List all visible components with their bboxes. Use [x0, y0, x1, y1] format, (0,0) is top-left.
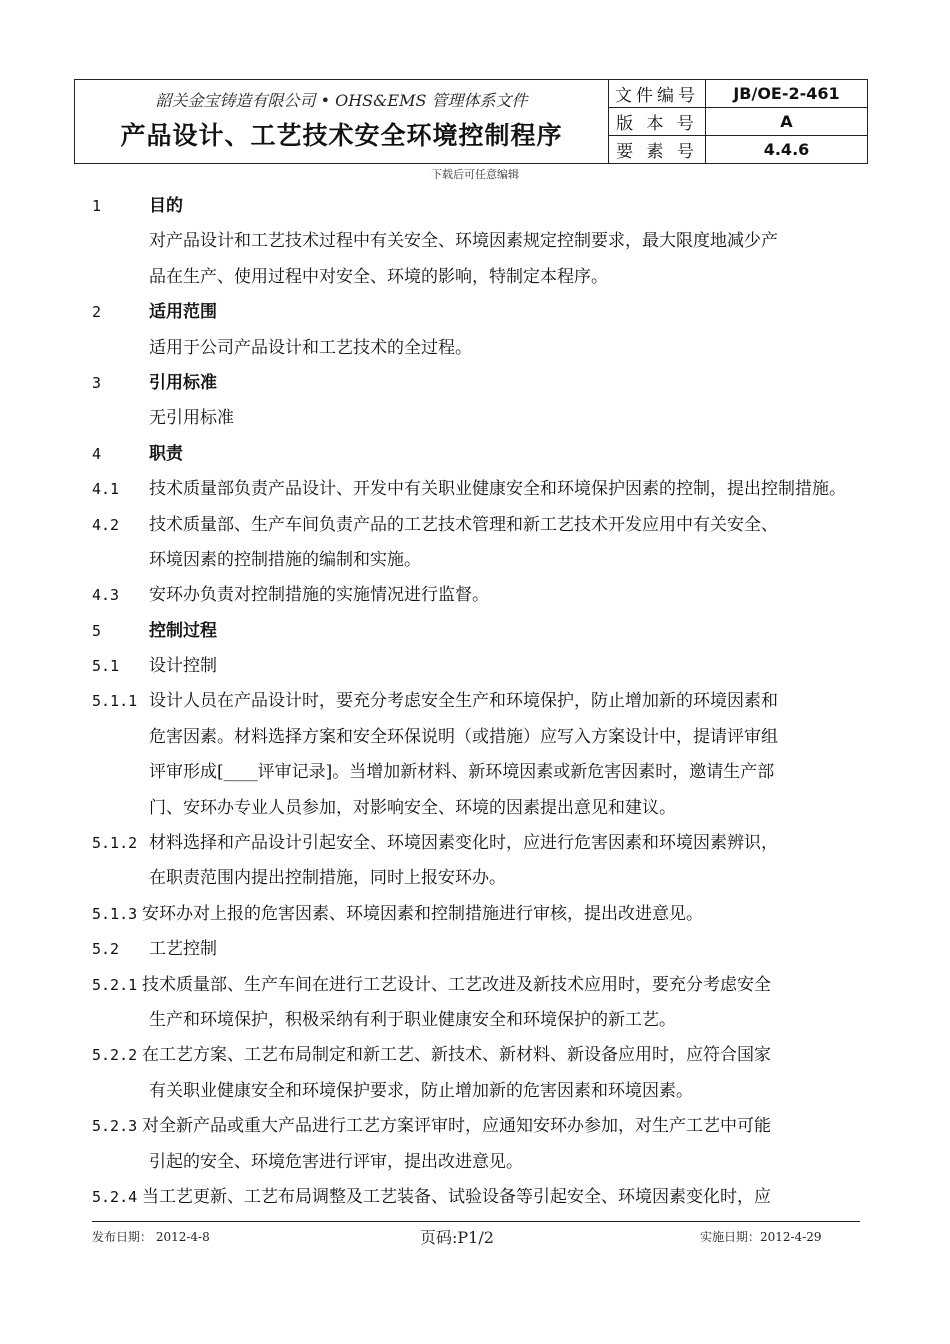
paragraph-line — [92, 932, 862, 967]
clause-text: 引起的安全、环境危害进行评审，提出改进意见。 — [149, 1151, 523, 1172]
clause-text: 技术质量部、生产车间负责产品的工艺技术管理和新工艺技术开发应用中有关安全、 — [149, 514, 778, 535]
paragraph-line — [92, 543, 862, 578]
clause-text: 在工艺方案、工艺布局制定和新工艺、新技术、新材料、新设备应用时，应符合国家 — [142, 1045, 771, 1066]
clause-number: 4.3 — [92, 586, 120, 605]
document-title: 产品设计、工艺技术安全环境控制程序 — [120, 121, 563, 150]
clause-text: 目的 — [149, 196, 183, 216]
clause-text: 有关职业健康安全和环境保护要求，防止增加新的危害因素和环境因素。 — [149, 1080, 693, 1101]
clause-text: 安环办负责对控制措施的实施情况进行监督。 — [149, 585, 489, 606]
document-header — [74, 79, 868, 164]
paragraph-line — [92, 224, 862, 259]
paragraph-line — [92, 826, 862, 861]
company-line: 韶关金宝铸造有限公司 • OHS&EMS 管理体系文件 — [155, 91, 528, 110]
clause-text: 对产品设计和工艺技术过程中有关安全、环境因素规定控制要求，最大限度地减少产 — [149, 231, 778, 252]
paragraph-line — [92, 401, 862, 436]
section-heading — [92, 189, 862, 224]
paragraph-line — [92, 684, 862, 719]
header-value: 4.4.6 — [763, 140, 810, 159]
edit-note: 下载后可任意编辑 — [431, 168, 519, 181]
clause-number: 5.1 — [92, 657, 120, 676]
issue-date: 发布日期： 2012-4-8 — [92, 1230, 210, 1244]
clause-text: 适用于公司产品设计和工艺技术的全过程。 — [149, 337, 472, 358]
clause-number: 4.2 — [92, 515, 120, 534]
paragraph-line — [92, 1180, 862, 1215]
clause-number: 5.2.1 — [92, 975, 138, 994]
header-row-version — [609, 108, 867, 136]
clause-text: 适用范围 — [149, 302, 217, 323]
section-heading — [92, 437, 862, 472]
clause-text: 门、安环办专业人员参加，对影响安全、环境的因素提出意见和建议。 — [149, 797, 676, 818]
paragraph-line — [92, 508, 862, 543]
clause-number: 5.1.2 — [92, 834, 138, 853]
clause-number: 1 — [92, 197, 102, 215]
paragraph-line — [92, 578, 862, 613]
effective-date: 实施日期：2012-4-29 — [700, 1230, 822, 1244]
clause-number: 4 — [92, 444, 102, 463]
section-heading — [92, 614, 862, 649]
header-info-table — [609, 80, 867, 163]
document-body — [92, 189, 862, 1215]
clause-text: 在职责范围内提出控制措施，同时上报安环办。 — [149, 868, 506, 889]
clause-text: 设计人员在产品设计时，要充分考虑安全生产和环境保护，防止增加新的环境因素和 — [149, 691, 778, 712]
page-number: 页码:P1/2 — [420, 1228, 494, 1247]
clause-text: 技术质量部、生产车间在进行工艺设计、工艺改进及新技术应用时，要充分考虑安全 — [142, 974, 771, 995]
paragraph-line — [92, 861, 862, 896]
clause-number: 5.1.1 — [92, 692, 138, 711]
clause-text: 对全新产品或重大产品进行工艺方案评审时，应通知安环办参加，对生产工艺中可能 — [142, 1116, 771, 1137]
header-value: JB/OE-2-461 — [733, 84, 840, 103]
clause-number: 3 — [92, 373, 102, 392]
clause-text: 品在生产、使用过程中对安全、环境的影响，特制定本程序。 — [149, 266, 608, 287]
paragraph-line — [92, 331, 862, 366]
clause-text: 评审形成[____评审记录]。当增加新材料、新环境因素或新危害因素时，邀请生产部 — [149, 762, 775, 783]
clause-text: 安环办对上报的危害因素、环境因素和控制措施进行审核，提出改进意见。 — [142, 903, 703, 924]
clause-number: 5.1.3 — [92, 904, 138, 923]
paragraph-line — [92, 649, 862, 684]
paragraph-line — [92, 1038, 862, 1073]
header-row-doc-number — [609, 80, 867, 108]
header-label: 要 素 号 — [609, 136, 706, 163]
paragraph-line — [92, 791, 862, 826]
clause-number: 5.2.2 — [92, 1046, 138, 1065]
paragraph-line — [92, 260, 862, 295]
header-row-element — [609, 136, 867, 163]
paragraph-line — [92, 1145, 862, 1180]
footer-divider — [92, 1221, 860, 1222]
clause-number: 5.2.3 — [92, 1117, 138, 1136]
paragraph-line — [92, 1003, 862, 1038]
paragraph-line — [92, 1109, 862, 1144]
header-value: A — [780, 112, 793, 131]
clause-number: 5.2 — [92, 940, 120, 959]
header-label: 版 本 号 — [609, 108, 706, 135]
clause-text: 危害因素。材料选择方案和安全环保说明（或措施）应写入方案设计中，提请评审组 — [149, 726, 778, 747]
clause-text: 技术质量部负责产品设计、开发中有关职业健康安全和环境保护因素的控制，提出控制措施。 — [149, 479, 846, 500]
clause-text: 生产和环境保护，积极采纳有利于职业健康安全和环境保护的新工艺。 — [149, 1009, 676, 1030]
paragraph-line — [92, 968, 862, 1003]
clause-text: 当工艺更新、工艺布局调整及工艺装备、试验设备等引起安全、环境因素变化时，应 — [142, 1186, 771, 1207]
clause-text: 控制过程 — [149, 620, 217, 641]
paragraph-line — [92, 755, 862, 790]
clause-text: 材料选择和产品设计引起安全、环境因素变化时，应进行危害因素和环境因素辨识， — [149, 833, 778, 854]
clause-text: 环境因素的控制措施的编制和实施。 — [149, 549, 421, 570]
header-label: 文件编号 — [609, 80, 706, 107]
paragraph-line — [92, 472, 862, 507]
paragraph-line — [92, 720, 862, 755]
clause-number: 5.2.4 — [92, 1187, 138, 1206]
clause-number: 2 — [92, 303, 102, 322]
section-heading — [92, 295, 862, 330]
clause-text: 工艺控制 — [149, 939, 217, 960]
section-heading — [92, 366, 862, 401]
clause-number: 4.1 — [92, 480, 120, 499]
header-title-block — [75, 80, 609, 163]
clause-text: 职责 — [149, 443, 183, 464]
paragraph-line — [92, 1074, 862, 1109]
clause-text: 引用标准 — [149, 372, 217, 393]
clause-text: 设计控制 — [149, 656, 217, 677]
paragraph-line — [92, 897, 862, 932]
clause-text: 无引用标准 — [149, 408, 234, 429]
clause-number: 5 — [92, 621, 102, 640]
